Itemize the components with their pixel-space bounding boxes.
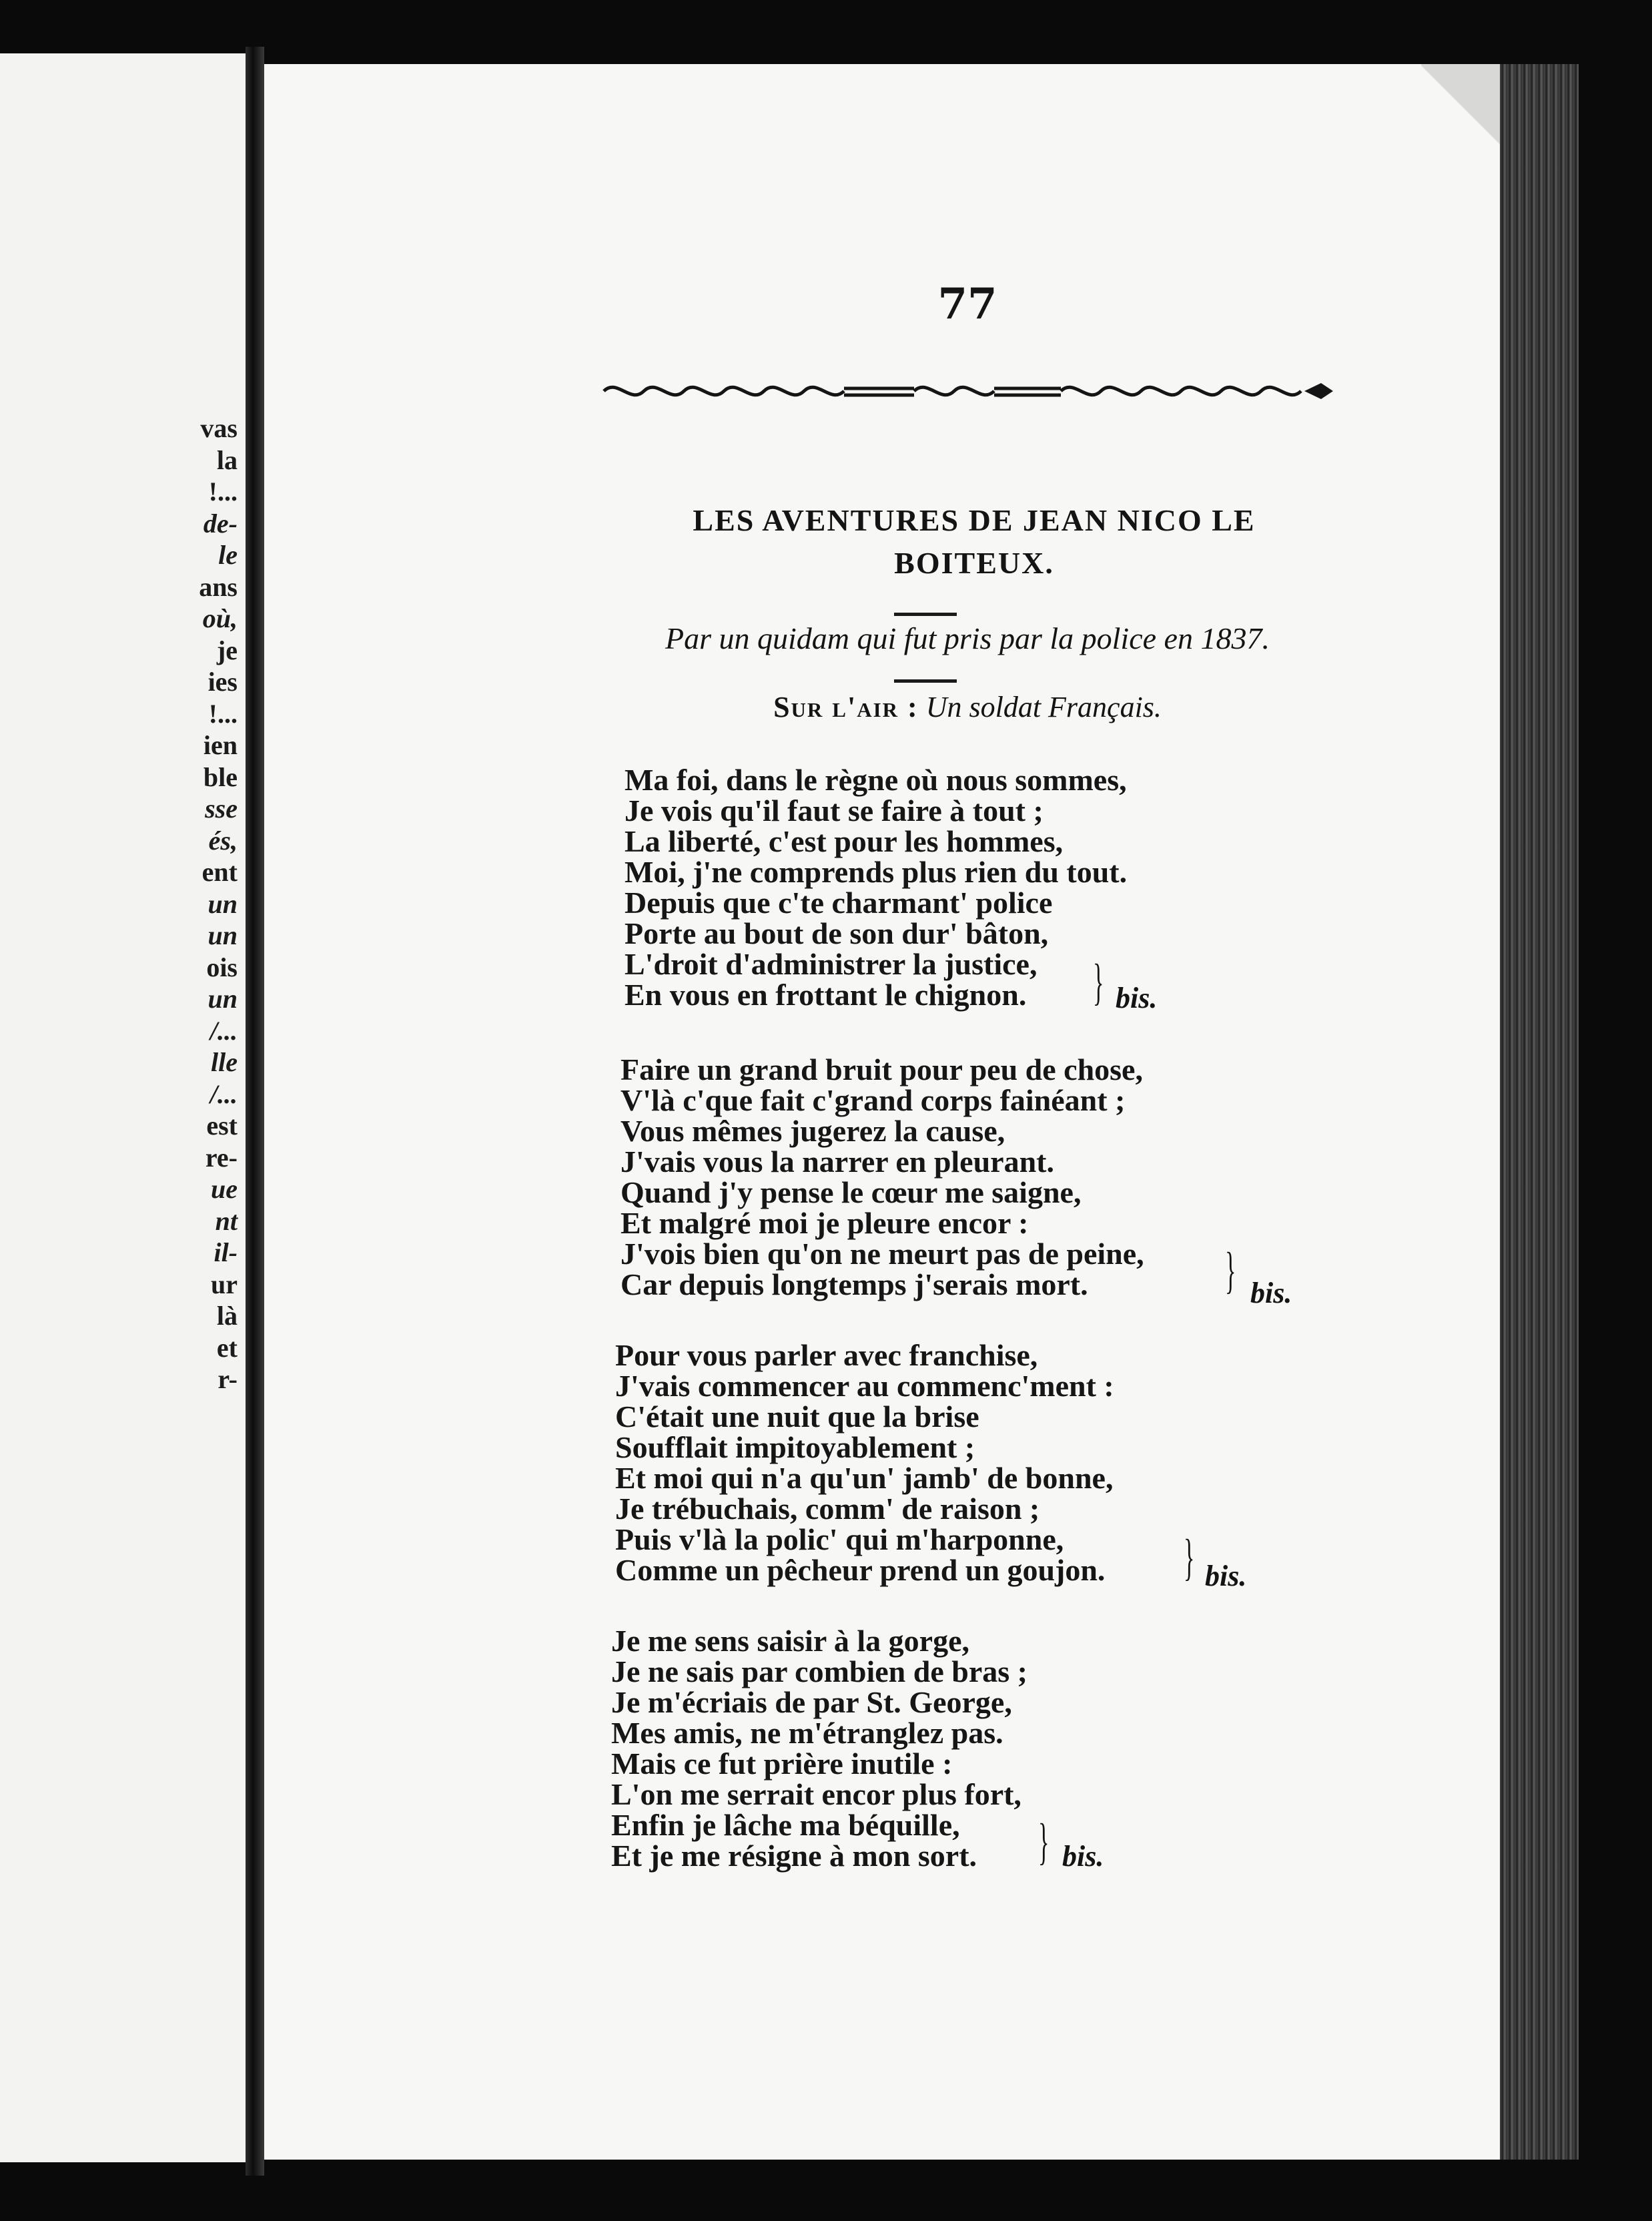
verse-line: Enfin je lâche ma béquille,: [611, 1808, 960, 1842]
left-page-fragment: ent: [201, 857, 238, 887]
left-page-fragment: un: [208, 920, 238, 950]
verse-line: Porte au bout de son dur' bâton,: [625, 916, 1049, 950]
left-page-fragment: ue: [211, 1174, 238, 1204]
left-page-text-fragments: [137, 412, 238, 1395]
verse-line: En vous en frottant le chignon.: [625, 978, 1027, 1012]
verse-line: J'vois bien qu'on ne meurt pas de peine,: [621, 1237, 1144, 1271]
left-page-fragment: il-: [214, 1237, 238, 1267]
left-page-fragment: /...: [210, 1078, 238, 1109]
left-page-fragment: vas: [200, 413, 238, 443]
verse-line: Pour vous parler avec franchise,: [615, 1338, 1038, 1372]
verse-line: Comme un pêcheur prend un goujon.: [615, 1553, 1106, 1587]
left-page-fragment: r-: [218, 1364, 238, 1394]
bis-brace: }: [1225, 1243, 1236, 1299]
left-page-fragment: !...: [208, 698, 238, 729]
verse-line: Ma foi, dans le règne où nous sommes,: [625, 763, 1127, 797]
book-gutter: [246, 47, 264, 2176]
verse-line: J'vais vous la narrer en pleurant.: [621, 1145, 1054, 1179]
verse-line: Je ne sais par combien de bras ;: [611, 1654, 1027, 1688]
verse-line: Faire un grand bruit pour peu de chose,: [621, 1052, 1143, 1086]
stanza-1: [625, 765, 1127, 1010]
bis-brace: }: [1038, 1814, 1050, 1870]
bis-brace: }: [1093, 954, 1104, 1010]
left-page-fragment: où,: [202, 603, 238, 633]
left-page-fragment: sse: [205, 794, 238, 824]
title-rule: [894, 613, 957, 616]
left-page-fragment: est: [206, 1110, 238, 1141]
title-line-1: LES AVENTURES DE JEAN NICO LE: [693, 503, 1256, 537]
verse-line: Mais ce fut prière inutile :: [611, 1747, 953, 1781]
stanza-3: [615, 1340, 1114, 1586]
stanza-2: [621, 1054, 1144, 1300]
left-page-fragment: là: [216, 1301, 238, 1331]
verse-line: Soufflait impitoyablement ;: [615, 1430, 975, 1464]
facing-page-left: [0, 53, 246, 2162]
verse-line: Car depuis longtemps j'serais mort.: [621, 1267, 1088, 1301]
verse-line: V'là c'que fait c'grand corps fainéant ;: [621, 1083, 1126, 1117]
title-line-2: BOITEUX.: [894, 546, 1054, 580]
left-page-fragment: ur: [211, 1269, 238, 1299]
left-page-fragment: ien: [203, 730, 238, 760]
verse-line: Je me sens saisir à la gorge,: [611, 1624, 970, 1658]
verse-line: La liberté, c'est pour les hommes,: [625, 824, 1064, 858]
verse-line: Mes amis, ne m'étranglez pas.: [611, 1716, 1003, 1750]
left-page-fragment: !...: [208, 477, 238, 507]
verse-line: Je trébuchais, comm' de raison ;: [615, 1492, 1040, 1526]
verse-line: Et je me résigne à mon sort.: [611, 1839, 977, 1873]
verse-line: Je vois qu'il faut se faire à tout ;: [625, 794, 1044, 828]
bis-mark: bis.: [1250, 1277, 1292, 1309]
verse-line: Vous mêmes jugerez la cause,: [621, 1114, 1005, 1148]
song-title: [627, 499, 1321, 585]
decorative-ornament-rule: [600, 375, 1334, 407]
verse-line: Et moi qui n'a qu'un' jamb' de bonne,: [615, 1461, 1114, 1495]
page-number: 77: [937, 279, 997, 329]
bis-mark: bis.: [1062, 1840, 1104, 1873]
left-page-fragment: un: [208, 888, 238, 919]
left-page-fragment: la: [216, 444, 238, 475]
left-page-fragment: je: [216, 635, 238, 665]
song-subtitle: Par un quidam qui fut pris par la police en 1837.: [665, 621, 1270, 655]
verse-line: L'on me serrait encor plus fort,: [611, 1777, 1021, 1811]
left-page-fragment: et: [216, 1332, 238, 1363]
left-page-fragment: re-: [205, 1142, 238, 1173]
page-corner-fold: [1421, 64, 1500, 151]
left-page-fragment: ies: [208, 667, 238, 697]
tune-line: [600, 690, 1334, 724]
verse-line: Quand j'y pense le cœur me saigne,: [621, 1175, 1082, 1209]
left-page-fragment: és,: [208, 825, 238, 856]
verse-line: Je m'écriais de par St. George,: [611, 1685, 1012, 1719]
left-page-fragment: ois: [206, 952, 238, 982]
verse-line: Moi, j'ne comprends plus rien du tout.: [625, 855, 1128, 889]
stanza-4: [611, 1626, 1027, 1871]
verse-line: Et malgré moi je pleure encor :: [621, 1206, 1029, 1240]
subtitle-rule: [894, 679, 957, 683]
tune-name: Un soldat Français.: [925, 691, 1162, 723]
verse-line: Depuis que c'te charmant' police: [625, 886, 1053, 920]
left-page-fragment: nt: [215, 1205, 238, 1236]
tune-label: Sur l'air :: [773, 691, 919, 723]
left-page-fragment: lle: [211, 1047, 238, 1077]
page-edges: [1500, 64, 1579, 2160]
verse-line: J'vais commencer au commenc'ment :: [615, 1369, 1114, 1403]
left-page-fragment: /...: [210, 1015, 238, 1046]
verse-line: L'droit d'administrer la justice,: [625, 947, 1038, 981]
left-page-fragment: un: [208, 984, 238, 1014]
verse-line: Puis v'là la polic' qui m'harponne,: [615, 1522, 1064, 1556]
left-page-fragment: ans: [199, 571, 238, 602]
bis-mark: bis.: [1116, 982, 1158, 1014]
verse-line: C'était une nuit que la brise: [615, 1399, 979, 1434]
bis-brace: }: [1184, 1530, 1195, 1586]
left-page-fragment: ble: [203, 761, 238, 792]
left-page-fragment: le: [218, 540, 238, 570]
left-page-fragment: de-: [203, 508, 238, 539]
bis-mark: bis.: [1205, 1560, 1247, 1592]
